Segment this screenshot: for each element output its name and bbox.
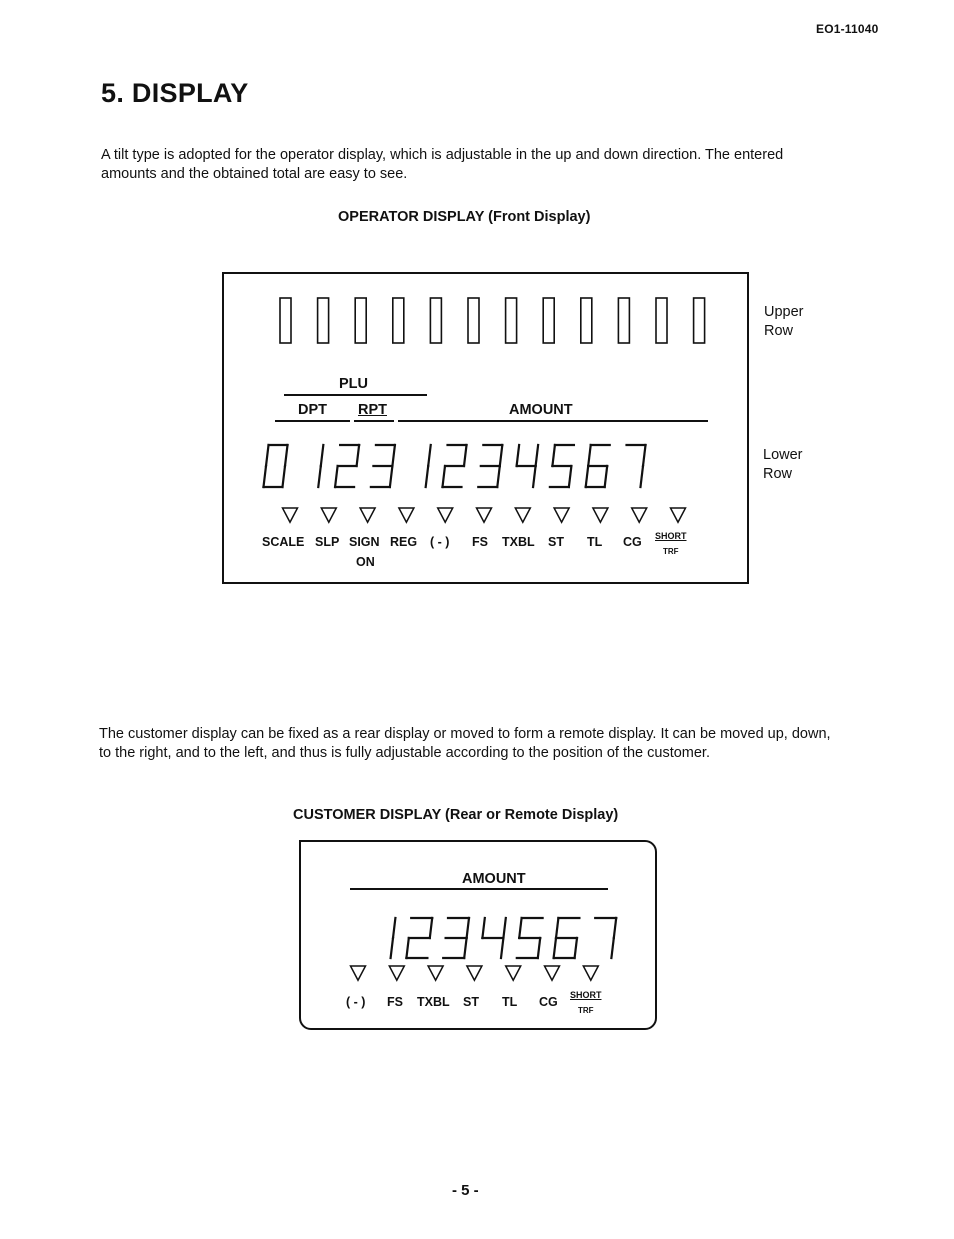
indicator-sign: SIGN	[349, 535, 380, 549]
cust-indicator-triangle	[389, 966, 404, 980]
cust-indicator-trf: TRF	[578, 1006, 594, 1015]
indicator-cg: CG	[623, 535, 642, 549]
indicator-st: ST	[548, 535, 564, 549]
indicator-scale: SCALE	[262, 535, 305, 549]
intro-paragraph: A tilt type is adopted for the operator display, which is adjustable in the up and down direction. The entered amounts and the obtained total are easy to see.	[101, 147, 784, 182]
customer-paragraph: The customer display can be fixed as a rear display or moved to form a remote display. It can be moved up, down, to the right, and to the left, and thus is fully adjustable according to the position of the customer.	[99, 726, 831, 761]
label-amount: AMOUNT	[509, 402, 573, 418]
cust-indicator-triangle	[351, 966, 366, 980]
section-title: 5. DISPLAY	[101, 78, 249, 108]
indicator-reg: REG	[390, 535, 418, 549]
cust-indicator-triangle	[428, 966, 443, 980]
cust-indicator-minus: ( - )	[346, 995, 366, 1009]
label-plu: PLU	[339, 376, 368, 392]
indicator-trf: TRF	[663, 547, 679, 556]
upper-row-label-line1: Upper	[764, 304, 804, 320]
cust-indicator-triangle	[506, 966, 521, 980]
indicator-fs: FS	[472, 535, 488, 549]
indicator-slp: SLP	[315, 535, 340, 549]
operator-display-caption: OPERATOR DISPLAY (Front Display)	[338, 209, 591, 225]
indicator-txbl: TXBL	[502, 535, 535, 549]
document-number: EO1-11040	[816, 22, 879, 36]
indicator-sign-sub: ON	[356, 555, 375, 569]
cust-indicator-triangle	[545, 966, 560, 980]
cust-indicator-cg: CG	[539, 995, 558, 1009]
lower-row-label-line1: Lower	[763, 447, 803, 463]
cust-indicator-tl: TL	[502, 995, 518, 1009]
indicator-minus: ( - )	[430, 535, 450, 549]
cust-indicator-short: SHORT	[570, 990, 602, 1000]
lower-row-label-line2: Row	[763, 466, 793, 482]
cust-indicator-triangle	[467, 966, 482, 980]
cust-indicator-st: ST	[463, 995, 479, 1009]
upper-row-label-line2: Row	[764, 323, 794, 339]
customer-display-caption: CUSTOMER DISPLAY (Rear or Remote Display)	[293, 807, 619, 823]
cust-indicator-triangle	[583, 966, 598, 980]
label-dpt: DPT	[298, 402, 327, 418]
cust-indicator-fs: FS	[387, 995, 403, 1009]
indicator-tl: TL	[587, 535, 603, 549]
cust-indicator-txbl: TXBL	[417, 995, 450, 1009]
label-rpt: RPT	[358, 402, 387, 418]
customer-label-amount: AMOUNT	[462, 871, 526, 887]
page-number: - 5 -	[452, 1182, 479, 1199]
indicator-short: SHORT	[655, 531, 687, 541]
